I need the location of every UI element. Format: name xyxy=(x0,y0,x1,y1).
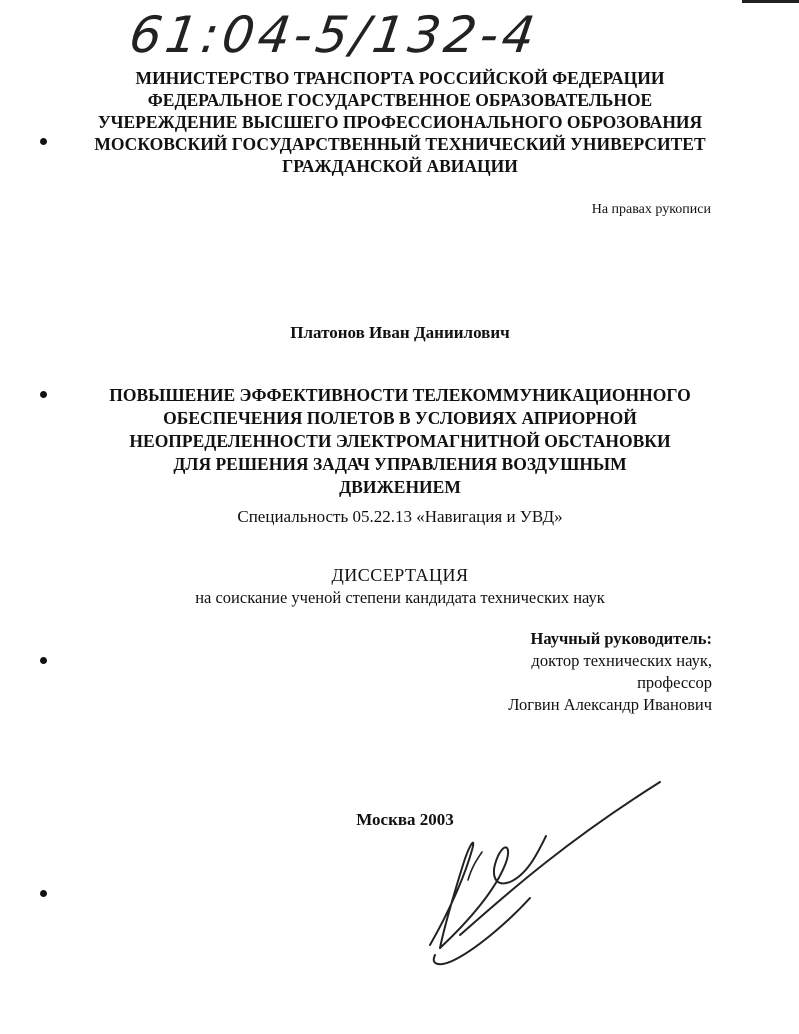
organization-line: МОСКОВСКИЙ ГОСУДАРСТВЕННЫЙ ТЕХНИЧЕСКИЙ УНИВЕРСИТЕТ xyxy=(94,134,706,154)
archive-number: 61:04-5/132-4 xyxy=(125,6,543,64)
scan-edge-line xyxy=(742,0,799,3)
supervisor-rank: профессор xyxy=(637,673,712,692)
title-line: ДВИЖЕНИЕМ xyxy=(339,477,461,497)
punch-hole xyxy=(40,138,47,145)
punch-hole xyxy=(40,657,47,664)
title-line: НЕОПРЕДЕЛЕННОСТИ ЭЛЕКТРОМАГНИТНОЙ ОБСТАНОВКИ xyxy=(129,431,671,451)
organization-line: УЧЕРЕЖДЕНИЕ ВЫСШЕГО ПРОФЕССИОНАЛЬНОГО ОБРОЗОВАНИЯ xyxy=(97,112,703,132)
organization-line: МИНИСТЕРСТВО ТРАНСПОРТА РОССИЙСКОЙ ФЕДЕРАЦИИ xyxy=(135,68,665,88)
manuscript-note: На правах рукописи xyxy=(591,202,711,217)
supervisor-name: Логвин Александр Иванович xyxy=(508,695,712,714)
title-line: ДЛЯ РЕШЕНИЯ ЗАДАЧ УПРАВЛЕНИЯ ВОЗДУШНЫМ xyxy=(173,454,627,474)
title-line: ПОВЫШЕНИЕ ЭФФЕКТИВНОСТИ ТЕЛЕКОММУНИКАЦИОННОГО xyxy=(109,385,691,405)
supervisor-label: Научный руководитель: xyxy=(530,629,712,648)
organization-line: ФЕДЕРАЛЬНОЕ ГОСУДАРСТВЕННОЕ ОБРАЗОВАТЕЛЬНОЕ xyxy=(147,90,653,110)
author-name: Платонов Иван Даниилович xyxy=(290,323,510,342)
punch-hole xyxy=(40,391,47,398)
document-type: ДИССЕРТАЦИЯ xyxy=(331,565,469,585)
punch-hole xyxy=(40,890,47,897)
specialty: Специальность 05.22.13 «Навигация и УВД» xyxy=(237,507,563,526)
city-year: Москва 2003 xyxy=(356,810,454,829)
title-line: ОБЕСПЕЧЕНИЯ ПОЛЕТОВ В УСЛОВИЯХ АПРИОРНОЙ xyxy=(163,408,637,428)
supervisor-block xyxy=(508,628,712,716)
organization-line: ГРАЖДАНСКОЙ АВИАЦИИ xyxy=(282,156,518,176)
organization-header xyxy=(80,67,720,177)
degree-purpose: на соискание ученой степени кандидата технических наук xyxy=(195,588,605,607)
supervisor-degree: доктор технических наук, xyxy=(531,651,712,670)
dissertation-title xyxy=(80,384,720,499)
signature xyxy=(410,770,680,980)
